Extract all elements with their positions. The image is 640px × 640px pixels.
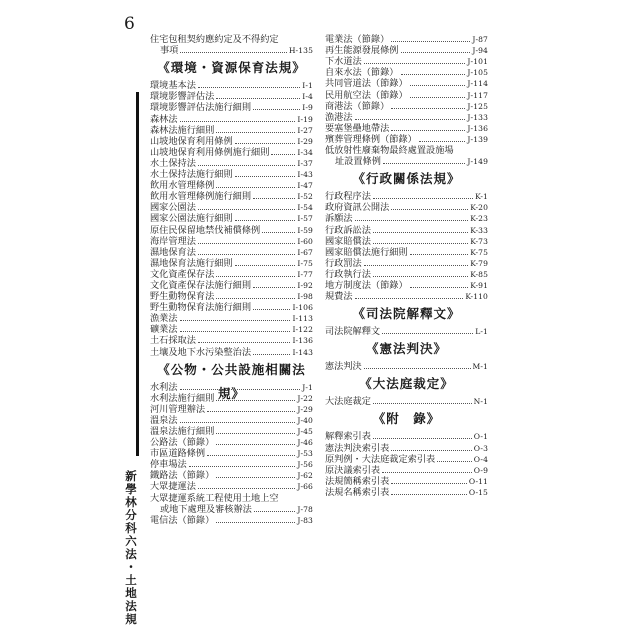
toc-entry-page: J-62: [297, 471, 313, 481]
toc-entry[interactable]: [150, 169, 313, 180]
toc-entry[interactable]: [325, 465, 488, 476]
dot-leader: [216, 98, 300, 99]
toc-entry[interactable]: [150, 113, 313, 124]
toc-entry-page: K-91: [470, 280, 488, 290]
toc-entry[interactable]: [150, 459, 313, 470]
toc-entry-title: 政府資訊公開法: [325, 202, 390, 214]
dot-leader: [401, 74, 466, 75]
toc-entry[interactable]: [150, 224, 313, 235]
dot-leader: [216, 400, 295, 401]
toc-entry-page: I-43: [297, 170, 313, 180]
toc-entry-page: I-122: [292, 325, 313, 335]
toc-entry-title: 溫泉法施行細則: [150, 426, 215, 437]
dot-leader: [271, 154, 295, 155]
dot-leader: [216, 187, 295, 188]
toc-entry-title: 國家公園法: [150, 202, 196, 214]
toc-entry-page: K-79: [470, 258, 488, 268]
toc-entry-page: H-135: [288, 46, 313, 56]
toc-entry[interactable]: [150, 180, 313, 191]
toc-entry-page: J-117: [467, 90, 488, 100]
toc-entry-title: 飲用水管理條例: [150, 180, 215, 192]
toc-entry-title: 訴願法: [325, 213, 353, 225]
dot-leader: [216, 444, 295, 445]
toc-entry[interactable]: [325, 247, 488, 258]
toc-entry-title: 原決議索引表: [325, 464, 381, 476]
dot-leader: [391, 209, 468, 210]
dot-leader: [382, 333, 473, 334]
toc-entry-page: K-110: [465, 292, 488, 302]
toc-entry[interactable]: [150, 426, 313, 437]
spine-bar: [136, 92, 139, 456]
toc-entry[interactable]: [150, 191, 313, 202]
dot-leader: [391, 41, 470, 42]
dot-leader: [189, 466, 296, 467]
toc-entry[interactable]: [325, 291, 488, 302]
toc-entry-page: I-1: [302, 81, 313, 91]
section-heading: 《憲法判決》: [365, 341, 447, 357]
toc-entry-page: I-77: [297, 269, 313, 279]
toc-entry[interactable]: [150, 45, 313, 56]
dot-leader: [207, 455, 295, 456]
toc-entry-page: J-149: [467, 157, 488, 167]
toc-entry-title: 行政執行法: [325, 268, 371, 280]
toc-entry-page: O-3: [473, 443, 488, 453]
toc-entry-page: I-47: [297, 181, 313, 191]
toc-entry-title: 電業法（節錄）: [325, 34, 390, 46]
toc-entry[interactable]: [325, 156, 488, 167]
toc-entry-title: 自來水法（節錄）: [325, 67, 399, 79]
dot-leader: [419, 141, 466, 142]
toc-entry-title: 飲用水管理條例施行細則: [150, 191, 252, 203]
toc-entry-title: 濕地保育法: [150, 246, 196, 258]
toc-entry-page: I-52: [297, 192, 313, 202]
toc-entry-page: K-75: [470, 247, 488, 257]
toc-entry-title: 野生動物保育法: [150, 291, 215, 303]
toc-entry-page: O-15: [468, 487, 488, 497]
toc-entry[interactable]: [325, 56, 488, 67]
toc-entry-title: 原判例・大法庭裁定索引表: [325, 453, 436, 465]
toc-entry-title: 漁業法: [150, 313, 178, 325]
toc-entry[interactable]: [325, 431, 488, 442]
dot-leader: [401, 52, 471, 53]
toc-entry-page: J-94: [472, 46, 488, 56]
toc-entry-title: 憲法判決: [325, 361, 362, 373]
toc-entry-page: J-78: [297, 504, 313, 514]
toc-entry[interactable]: [150, 492, 313, 503]
toc-entry-page: I-19: [297, 114, 313, 124]
toc-entry-title: 山坡地保育利用條例施行細則: [150, 146, 270, 158]
toc-entry-page: J-1: [302, 382, 313, 392]
toc-entry[interactable]: [325, 45, 488, 56]
toc-entry-page: J-46: [297, 438, 313, 448]
toc-entry-title: 址設置條例: [335, 156, 381, 168]
toc-entry-page: J-29: [297, 404, 313, 414]
dot-leader: [216, 477, 295, 478]
toc-entry[interactable]: [150, 269, 313, 280]
toc-entry-title: 再生能源發展條例: [325, 45, 399, 57]
dot-leader: [235, 265, 296, 266]
toc-entry[interactable]: [325, 236, 488, 247]
toc-entry-page: K-23: [470, 214, 488, 224]
dot-leader: [198, 342, 291, 343]
dot-leader: [216, 276, 295, 277]
toc-entry[interactable]: [150, 291, 313, 302]
toc-entry-title: 水土保持法施行細則: [150, 169, 233, 181]
toc-entry[interactable]: [325, 361, 488, 372]
toc-entry-page: J-83: [297, 515, 313, 525]
toc-entry[interactable]: [150, 302, 313, 313]
toc-entry-page: I-59: [297, 225, 313, 235]
toc-entry[interactable]: [150, 213, 313, 224]
dot-leader: [198, 209, 295, 210]
dot-leader: [391, 450, 471, 451]
dot-leader: [364, 63, 466, 64]
toc-entry-page: J-139: [467, 134, 488, 144]
toc-entry-title: 電信法（節錄）: [150, 514, 215, 526]
dot-leader: [355, 298, 464, 299]
toc-entry-title: 森林法施行細則: [150, 124, 215, 136]
toc-entry-page: J-40: [297, 415, 313, 425]
dot-leader: [364, 265, 469, 266]
dot-leader: [391, 108, 465, 109]
toc-entry[interactable]: [150, 158, 313, 169]
dot-leader: [254, 511, 295, 512]
dot-leader: [373, 276, 468, 277]
toc-entry[interactable]: [325, 269, 488, 280]
toc-entry-page: K-33: [470, 225, 488, 235]
dot-leader: [235, 220, 296, 221]
toc-entry[interactable]: [150, 504, 313, 515]
toc-entry[interactable]: [150, 335, 313, 346]
toc-entry[interactable]: [150, 280, 313, 291]
toc-left-column: [150, 34, 313, 526]
toc-entry-page: I-67: [297, 247, 313, 257]
toc-entry[interactable]: [325, 442, 488, 453]
toc-entry-title: 水土保持法: [150, 157, 196, 169]
dot-leader: [216, 433, 295, 434]
toc-entry[interactable]: [325, 145, 488, 156]
toc-entry[interactable]: [150, 80, 313, 91]
toc-entry-page: O-1: [473, 432, 488, 442]
toc-entry-title: 海岸管理法: [150, 235, 196, 247]
toc-entry[interactable]: [150, 415, 313, 426]
dot-leader: [410, 85, 466, 86]
toc-entry-page: J-114: [467, 79, 488, 89]
toc-entry-title: 水利法施行細則: [150, 392, 215, 404]
toc-entry-page: O-4: [473, 454, 488, 464]
toc-entry[interactable]: [150, 125, 313, 136]
toc-entry-title: 環境影響評估法施行細則: [150, 102, 252, 114]
dot-leader: [180, 320, 291, 321]
toc-entry[interactable]: [325, 487, 488, 498]
toc-entry-page: I-27: [297, 125, 313, 135]
toc-entry-title: 行政訴訟法: [325, 224, 371, 236]
toc-entry-page: O-11: [468, 476, 488, 486]
toc-entry-title: 溫泉法: [150, 414, 178, 426]
toc-entry[interactable]: [325, 326, 488, 337]
dot-leader: [253, 309, 290, 310]
toc-entry-page: I-37: [297, 158, 313, 168]
toc-entry-page: M-1: [472, 362, 488, 372]
toc-entry[interactable]: [325, 280, 488, 291]
dot-leader: [355, 220, 469, 221]
toc-entry-page: J-101: [467, 57, 488, 67]
toc-entry-page: L-1: [475, 327, 488, 337]
toc-entry[interactable]: [325, 67, 488, 78]
dot-leader: [235, 176, 296, 177]
dot-leader: [207, 411, 295, 412]
section-heading: 《大法庭裁定》: [359, 376, 454, 392]
dot-leader: [391, 483, 467, 484]
dot-leader: [355, 119, 466, 120]
toc-entry-title: 鐵路法（節錄）: [150, 470, 215, 482]
toc-entry-page: I-9: [302, 103, 313, 113]
toc-entry-page: J-105: [467, 68, 488, 78]
dot-leader: [198, 243, 295, 244]
toc-entry[interactable]: [325, 123, 488, 134]
dot-leader: [383, 163, 465, 164]
dot-leader: [198, 165, 295, 166]
toc-entry-page: J-45: [297, 427, 313, 436]
toc-entry-title: 行政罰法: [325, 257, 362, 269]
dot-leader: [198, 87, 300, 88]
toc-entry-title: 國家賠償法施行細則: [325, 246, 408, 258]
toc-entry-title: 大眾捷運系統工程使用土地上空: [150, 492, 279, 504]
toc-entry[interactable]: [325, 78, 488, 89]
toc-entry-title: 規費法: [325, 291, 353, 303]
toc-entry-page: K-73: [470, 236, 488, 246]
toc-entry-title: 法規簡稱索引表: [325, 475, 390, 487]
toc-entry[interactable]: [325, 112, 488, 123]
toc-entry[interactable]: [325, 224, 488, 235]
dot-leader: [373, 403, 472, 404]
toc-entry[interactable]: [325, 34, 488, 45]
toc-entry-title: 共同管道法（節錄）: [325, 78, 408, 90]
toc-entry-page: I-4: [302, 92, 313, 102]
toc-entry-title: 環境影響評估法: [150, 91, 215, 103]
toc-entry[interactable]: [150, 147, 313, 158]
toc-entry-title: 漁港法: [325, 111, 353, 123]
toc-entry[interactable]: [325, 101, 488, 112]
section-heading: 《環境・資源保育法規》: [157, 60, 306, 76]
toc-entry-page: K-20: [470, 203, 488, 213]
toc-entry-page: I-60: [297, 236, 313, 246]
spine-title: 新學林分科六法・土地法規: [124, 470, 138, 626]
toc-entry-title: 土壤及地下水污染整治法: [150, 346, 252, 358]
toc-entry[interactable]: [150, 437, 313, 448]
dot-leader: [437, 461, 472, 462]
toc-entry-title: 土石採取法: [150, 335, 196, 347]
toc-entry-title: 大法庭裁定: [325, 396, 371, 408]
toc-right-column: [325, 34, 488, 498]
toc-entry-title: 市區道路條例: [150, 448, 206, 460]
toc-entry[interactable]: [150, 470, 313, 481]
toc-entry-title: 法規名稱索引表: [325, 486, 390, 498]
toc-entry[interactable]: [325, 258, 488, 269]
toc-entry[interactable]: [325, 454, 488, 465]
section-heading: 《附 錄》: [372, 411, 441, 427]
toc-entry-page: J-22: [297, 393, 313, 403]
toc-entry[interactable]: [150, 448, 313, 459]
toc-entry-page: I-75: [297, 258, 313, 268]
toc-entry-title: 司法院解釋文: [325, 326, 381, 338]
toc-entry[interactable]: [325, 396, 488, 407]
dot-leader: [410, 254, 469, 255]
toc-entry-page: N-1: [473, 397, 488, 407]
toc-entry-title: 國家賠償法: [325, 235, 371, 247]
toc-entry-page: K-1: [475, 192, 488, 202]
toc-entry-title: 下水道法: [325, 56, 362, 68]
toc-entry[interactable]: [325, 476, 488, 487]
dot-leader: [373, 438, 472, 439]
toc-entry-title: 住宅包租契約應約定及不得約定: [150, 34, 279, 46]
toc-entry[interactable]: [325, 213, 488, 224]
toc-entry-title: 要塞堡壘地帶法: [325, 122, 390, 134]
dot-leader: [253, 198, 295, 199]
toc-entry-title: 森林法: [150, 113, 178, 125]
dot-leader: [410, 97, 466, 98]
section-heading: 《公物・公共設施相關法規》: [157, 361, 306, 401]
dot-leader: [373, 232, 468, 233]
dot-leader: [216, 132, 295, 133]
toc-entry-page: I-29: [297, 136, 313, 146]
toc-entry-page: I-106: [292, 303, 313, 313]
dot-leader: [180, 331, 291, 332]
toc-entry-page: J-87: [472, 35, 488, 45]
dot-leader: [364, 368, 471, 369]
toc-entry-title: 濕地保育法施行細則: [150, 257, 233, 269]
dot-leader: [198, 254, 295, 255]
toc-entry-title: 文化資產保存法: [150, 268, 215, 280]
dot-leader: [180, 121, 296, 122]
toc-entry-page: J-136: [467, 123, 488, 133]
toc-entry[interactable]: [325, 191, 488, 202]
toc-entry[interactable]: [150, 346, 313, 357]
toc-entry-title: 或地下處理及審核辦法: [160, 503, 252, 515]
toc-entry-page: J-66: [297, 482, 313, 492]
toc-entry-page: I-34: [297, 147, 313, 157]
dot-leader: [180, 52, 286, 53]
dot-leader: [373, 198, 473, 199]
toc-entry-title: 原住民保留地禁伐補償條例: [150, 224, 261, 236]
toc-entry-page: I-54: [297, 203, 313, 213]
toc-entry-title: 民用航空法（節錄）: [325, 89, 408, 101]
toc-entry-page: J-125: [467, 101, 488, 111]
toc-entry-title: 地方制度法（節錄）: [325, 279, 408, 291]
page-number: 6: [124, 14, 135, 34]
toc-entry[interactable]: [150, 313, 313, 324]
toc-entry-title: 行政程序法: [325, 191, 371, 203]
toc-entry[interactable]: [150, 102, 313, 113]
dot-leader: [216, 298, 295, 299]
toc-entry-page: I-143: [292, 347, 313, 357]
toc-entry-page: I-92: [297, 280, 313, 290]
section-heading: 《行政關係法規》: [352, 171, 461, 187]
toc-entry-page: K-85: [470, 269, 488, 279]
toc-entry-title: 野生動物保育法施行細則: [150, 302, 252, 314]
dot-leader: [262, 232, 295, 233]
toc-entry-title: 公路法（節錄）: [150, 437, 215, 449]
toc-entry-title: 憲法判決索引表: [325, 442, 390, 454]
toc-entry[interactable]: [150, 136, 313, 147]
toc-entry[interactable]: [150, 34, 313, 45]
toc-entry[interactable]: [150, 202, 313, 213]
toc-entry-title: 環境基本法: [150, 80, 196, 92]
toc-entry[interactable]: [150, 236, 313, 247]
toc-entry-page: J-53: [297, 449, 313, 459]
toc-entry-title: 礦業法: [150, 324, 178, 336]
dot-leader: [382, 472, 472, 473]
dot-leader: [216, 522, 295, 523]
dot-leader: [235, 143, 296, 144]
toc-entry[interactable]: [150, 324, 313, 335]
dot-leader: [253, 354, 290, 355]
toc-entry[interactable]: [150, 247, 313, 258]
toc-entry-title: 事項: [160, 45, 179, 57]
toc-entry-page: J-133: [467, 112, 488, 122]
dot-leader: [253, 287, 295, 288]
dot-leader: [253, 109, 300, 110]
toc-entry-title: 山坡地保育利用條例: [150, 135, 233, 147]
toc-entry-title: 文化資產保存法施行細則: [150, 279, 252, 291]
toc-entry-page: I-57: [297, 214, 313, 224]
toc-entry[interactable]: [150, 258, 313, 269]
toc-entry[interactable]: [325, 89, 488, 100]
toc-entry[interactable]: [150, 515, 313, 526]
toc-entry[interactable]: [150, 91, 313, 102]
toc-entry[interactable]: [150, 481, 313, 492]
dot-leader: [180, 422, 296, 423]
toc-entry-title: 國家公園法施行細則: [150, 213, 233, 225]
toc-entry-page: O-9: [473, 465, 488, 475]
toc-entry-title: 解釋索引表: [325, 431, 371, 443]
toc-entry[interactable]: [325, 134, 488, 145]
toc-entry-title: 水利法: [150, 381, 178, 393]
toc-entry-page: I-136: [292, 336, 313, 346]
toc-entry-page: J-56: [297, 460, 313, 470]
section-heading: 《司法院解釋文》: [352, 306, 461, 322]
toc-entry-title: 停車場法: [150, 459, 187, 471]
toc-entry-page: I-113: [292, 314, 313, 324]
dot-leader: [373, 243, 468, 244]
toc-entry-title: 低放射性廢棄物最終處置設施場: [325, 145, 454, 157]
dot-leader: [410, 287, 469, 288]
dot-leader: [391, 130, 465, 131]
dot-leader: [391, 494, 467, 495]
toc-entry-title: 大眾捷運法: [150, 481, 196, 493]
dot-leader: [180, 389, 301, 390]
dot-leader: [198, 488, 295, 489]
toc-entry-title: 殯葬管理條例（節錄）: [325, 133, 417, 145]
toc-entry[interactable]: [325, 202, 488, 213]
toc-entry-title: 河川管理辦法: [150, 403, 206, 415]
toc-entry-page: I-98: [297, 292, 313, 302]
toc-entry-title: 商港法（節錄）: [325, 100, 390, 112]
